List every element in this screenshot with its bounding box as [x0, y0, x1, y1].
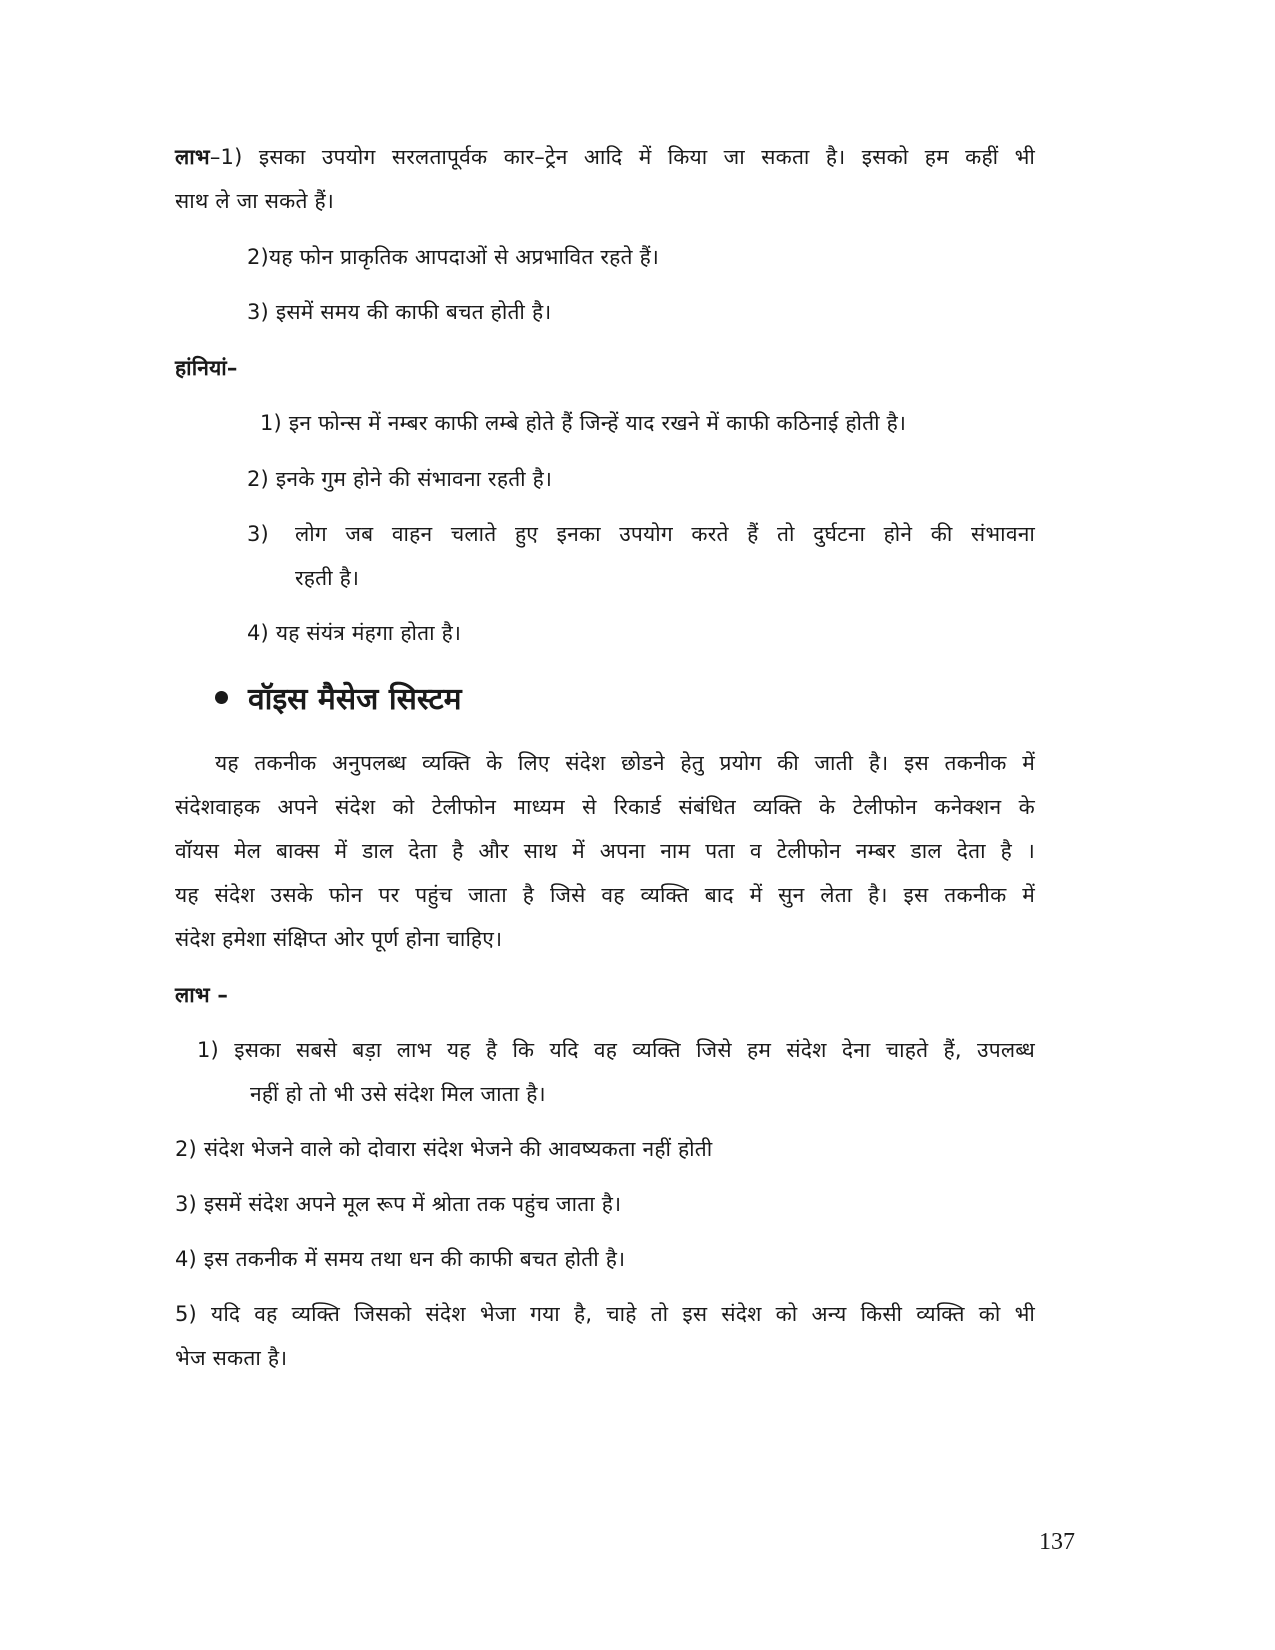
labh-2-item-4: 4) इस तकनीक में समय तथा धन की काफी बचत होती है। [175, 1247, 626, 1271]
labh-2-item-1-line-1: 1) इसका सबसे बड़ा लाभ यह है कि यदि वह व्यक्ति जिसे हम संदेश देना चाहते हैं, उपलब्ध [197, 1038, 1035, 1062]
paragraph-line-3: वॉयस मेल बाक्स में डाल देता है और साथ में अपना नाम पता व टेलीफोन नम्बर डाल देता है । [175, 839, 1035, 863]
haaniyan-item-2: 2) इनके गुम होने की संभावना रहती है। [247, 467, 553, 491]
paragraph-line-5: संदेश हमेशा संक्षिप्त ओर पूर्ण होना चाहिए। [175, 927, 503, 951]
labh-line-1 [175, 142, 1035, 172]
bullet-icon [215, 691, 228, 704]
paragraph-line-1: यह तकनीक अनुपलब्ध व्यक्ति के लिए संदेश छोडने हेतु प्रयोग की जाती है। इस तकनीक में [215, 751, 1035, 775]
labh-2-item-5-line-2: भेज सकता है। [175, 1346, 288, 1370]
haaniyan-item-3-line-1: लोग जब वाहन चलाते हुए इनका उपयोग करते हैं तो दुर्घटना होने की संभावना [295, 522, 1035, 546]
paragraph-line-2: संदेशवाहक अपने संदेश को टेलीफोन माध्यम से रिकार्ड संबंधित व्यक्ति के टेलीफोन कनेक्शन के [175, 795, 1035, 819]
labh-2-label: लाभ – [175, 983, 229, 1007]
haaniyan-item-4: 4) यह संयंत्र मंहगा होता है। [247, 621, 462, 645]
section-heading [215, 680, 462, 720]
labh-item-2: 2)यह फोन प्राकृतिक आपदाओं से अप्रभावित रहते हैं। [247, 245, 660, 269]
paragraph-line-4: यह संदेश उसके फोन पर पहुंच जाता है जिसे वह व्यक्ति बाद में सुन लेता है। इस तकनीक में [175, 883, 1035, 907]
labh-line-1-text: –1) इसका उपयोग सरलतापूर्वक कार–ट्रेन आदि में किया जा सकता है। इसको हम कहीं भी [209, 145, 1035, 169]
haaniyan-label: हांनियां– [175, 356, 238, 380]
labh-2-item-2: 2) संदेश भेजने वाले को दोवारा संदेश भेजने की आवष्यकता नहीं होती [175, 1137, 713, 1161]
page-number: 137 [1039, 1529, 1075, 1555]
labh-label: लाभ [175, 145, 210, 169]
labh-2-item-3: 3) इसमें संदेश अपने मूल रूप में श्रोता तक पहुंच जाता है। [175, 1192, 622, 1216]
haaniyan-item-3-line-2: रहती है। [295, 566, 360, 590]
labh-2-item-1-line-2: नहीं हो तो भी उसे संदेश मिल जाता है। [250, 1082, 546, 1106]
labh-line-1-cont: साथ ले जा सकते हैं। [175, 189, 335, 213]
labh-2-item-5-line-1: 5) यदि वह व्यक्ति जिसको संदेश भेजा गया है, चाहे तो इस संदेश को अन्य किसी व्यक्ति को भी [175, 1302, 1035, 1326]
haaniyan-item-1: 1) इन फोन्स में नम्बर काफी लम्बे होते हैं जिन्हें याद रखने में काफी कठिनाई होती है। [260, 411, 907, 435]
section-heading-text: वॉइस मैसेज सिस्टम [248, 682, 462, 717]
haaniyan-item-3-number: 3) [247, 522, 269, 546]
labh-item-3: 3) इसमें समय की काफी बचत होती है। [247, 300, 552, 324]
